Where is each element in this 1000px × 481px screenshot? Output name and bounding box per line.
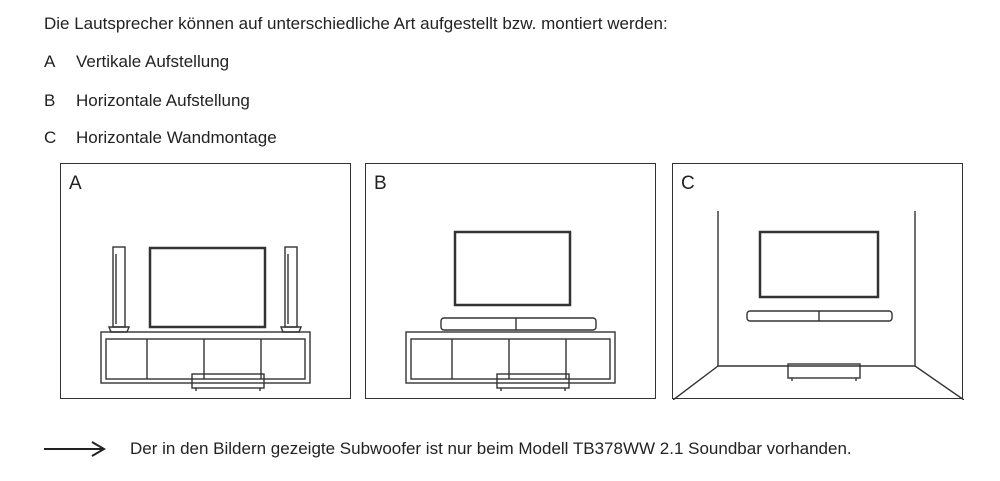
subwoofer	[192, 374, 264, 388]
option-label: Horizontale Aufstellung	[76, 91, 250, 110]
vertical-setup-illustration	[61, 164, 352, 400]
illustration-panel-a	[60, 163, 351, 399]
option-letter: A	[44, 52, 56, 71]
panel-letter: C	[681, 173, 695, 194]
intro-text: Die Lautsprecher können auf unterschiedliche Art aufgestellt bzw. montiert werden:	[44, 14, 668, 33]
option-letter: B	[44, 91, 56, 110]
option-label: Vertikale Aufstellung	[76, 52, 230, 71]
option-letter: C	[44, 128, 57, 147]
panel-letter: B	[374, 173, 387, 194]
panel-letter: A	[69, 173, 82, 194]
wall-mount-illustration	[673, 164, 964, 400]
horizontal-setup-illustration	[366, 164, 657, 400]
arrow-right-icon	[44, 439, 106, 459]
left-tower-speaker	[113, 247, 125, 327]
subwoofer-note: Der in den Bildern gezeigte Subwoofer ist nur beim Modell TB378WW 2.1 Soundbar vorhanden.	[130, 439, 852, 458]
option-label: Horizontale Wandmontage	[76, 128, 277, 147]
tv-screen	[760, 232, 878, 297]
right-tower-speaker	[285, 247, 297, 327]
tv-screen	[455, 232, 570, 305]
soundbar	[441, 318, 596, 330]
illustration-panel-b	[365, 163, 656, 399]
subwoofer	[497, 374, 569, 388]
tv-screen	[150, 248, 265, 327]
illustration-panel-c	[672, 163, 963, 399]
